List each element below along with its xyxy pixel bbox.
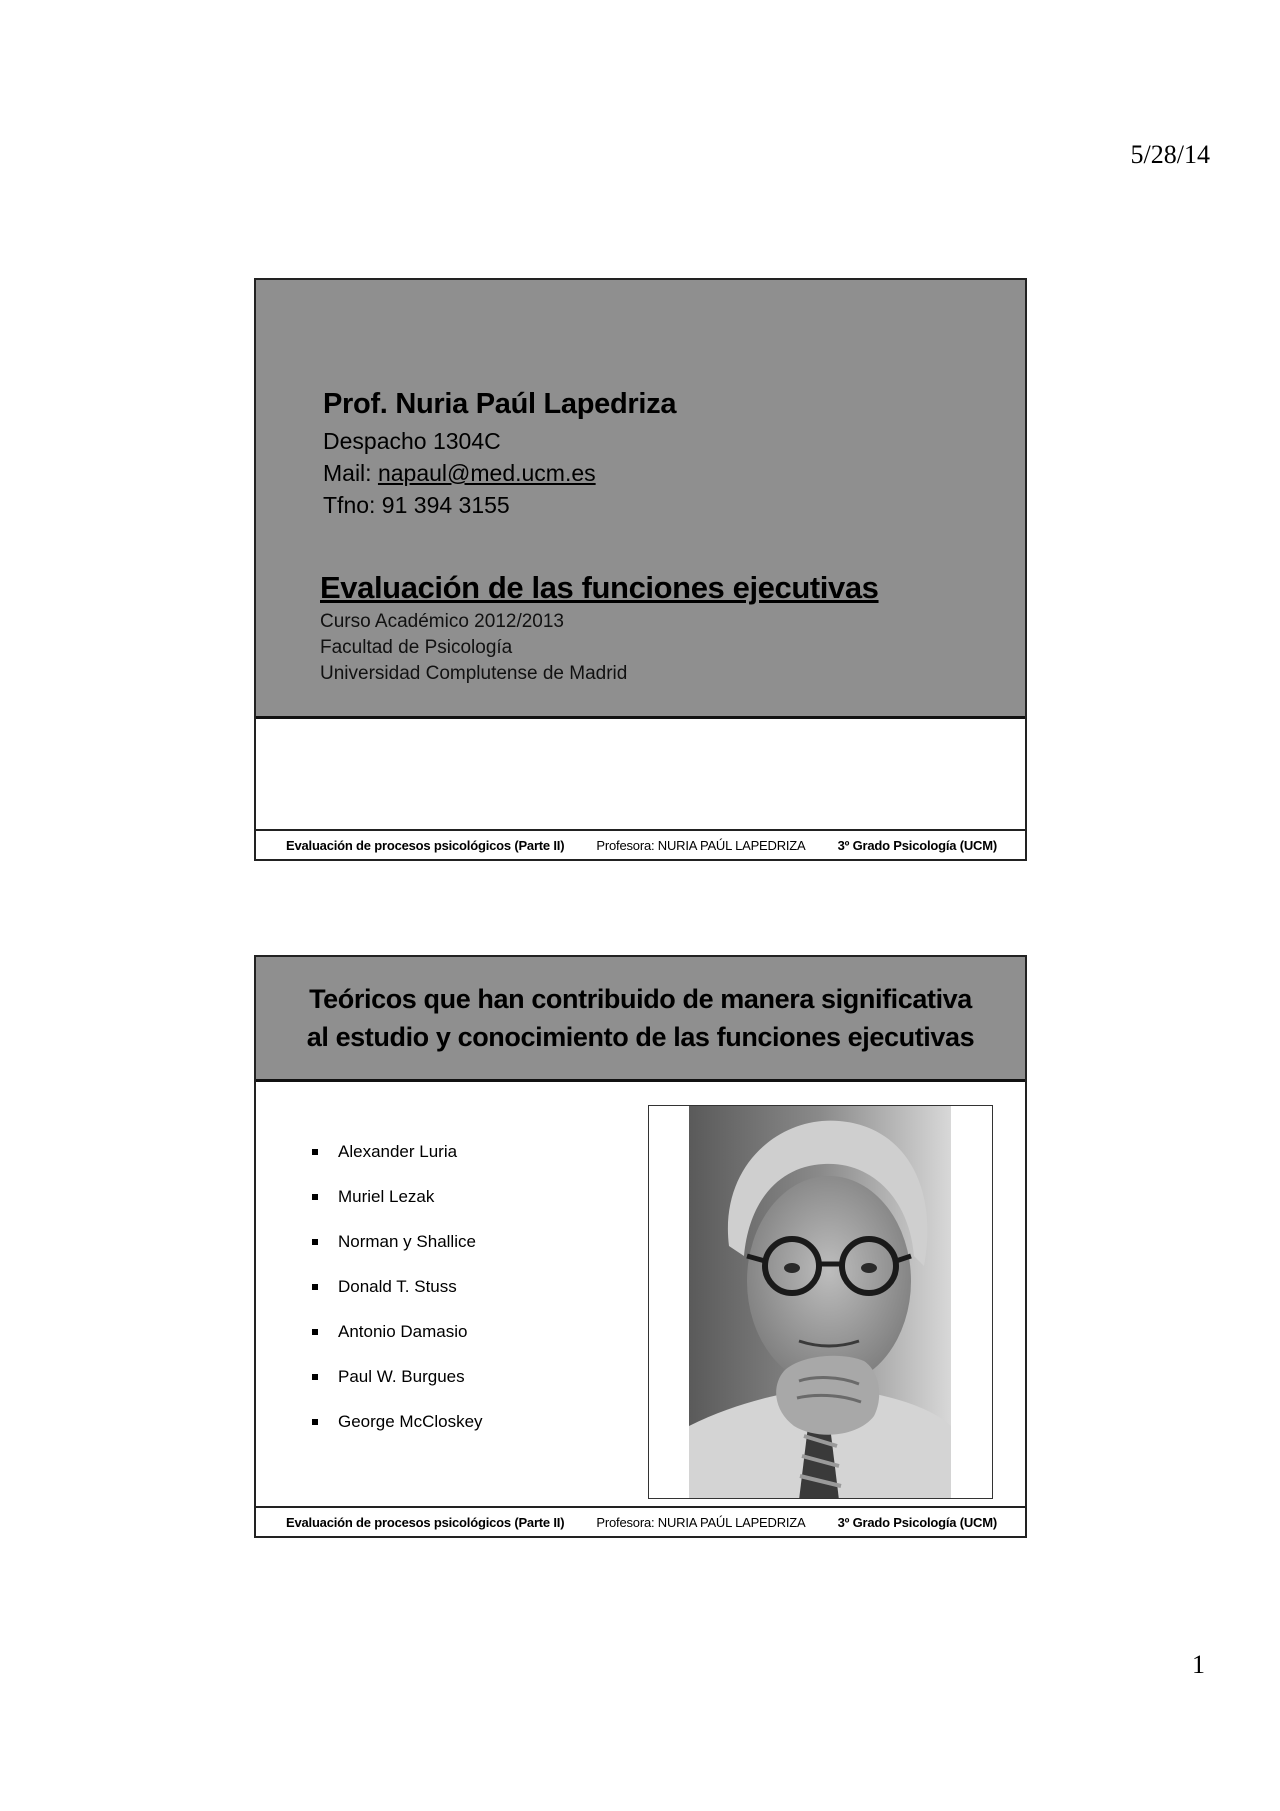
course-title: Evaluación de las funciones ejecutivas — [320, 570, 879, 605]
square-bullet-icon — [312, 1329, 318, 1335]
list-item: Alexander Luria — [312, 1142, 483, 1187]
list-item: George McCloskey — [312, 1412, 483, 1457]
page-date: 5/28/14 — [1130, 140, 1210, 169]
professor-name: Prof. Nuria Paúl Lapedriza — [323, 388, 677, 420]
slide-2-title-line-1: Teóricos que han contribuido de manera significativa — [309, 984, 972, 1014]
list-item: Norman y Shallice — [312, 1232, 483, 1277]
email-link[interactable]: napaul@med.ucm.es — [377, 460, 596, 486]
footer-degree: 3º Grado Psicología (UCM) — [837, 1514, 997, 1530]
mail-line — [323, 460, 596, 487]
office-number: Despacho 1304C — [323, 428, 501, 454]
slide-1 — [254, 278, 1027, 861]
slide-1-header-panel — [256, 280, 1025, 719]
footer-course: Evaluación de procesos psicológicos (Parte II) — [286, 837, 565, 853]
slide-2-title-line-2: al estudio y conocimiento de las funciones ejecutivas — [306, 1022, 975, 1052]
mail-label: Mail: — [323, 460, 378, 486]
square-bullet-icon — [312, 1194, 318, 1200]
square-bullet-icon — [312, 1374, 318, 1380]
slide-2-header-panel — [256, 957, 1025, 1082]
footer-professor: Profesora: NURIA PAÚL LAPEDRIZA — [596, 1514, 806, 1530]
square-bullet-icon — [312, 1284, 318, 1290]
list-item: Paul W. Burgues — [312, 1367, 483, 1412]
portrait-frame — [648, 1105, 993, 1499]
footer-degree: 3º Grado Psicología (UCM) — [837, 837, 997, 853]
square-bullet-icon — [312, 1239, 318, 1245]
footer-course: Evaluación de procesos psicológicos (Parte II) — [286, 1514, 565, 1530]
square-bullet-icon — [312, 1419, 318, 1425]
university: Universidad Complutense de Madrid — [320, 663, 628, 684]
square-bullet-icon — [312, 1149, 318, 1155]
portrait-photo-icon — [689, 1106, 951, 1499]
academic-year: Curso Académico 2012/2013 — [320, 611, 564, 632]
faculty: Facultad de Psicología — [320, 637, 513, 658]
list-item: Muriel Lezak — [312, 1187, 483, 1232]
list-item: Antonio Damasio — [312, 1322, 483, 1367]
slide-2 — [254, 955, 1027, 1538]
page-number: 1 — [1192, 1650, 1205, 1679]
theorist-list — [312, 1142, 483, 1457]
phone-number: Tfno: 91 394 3155 — [323, 492, 510, 518]
slide-footer — [256, 1506, 1025, 1536]
slide-2-title — [307, 980, 975, 1056]
slide-footer — [256, 829, 1025, 859]
list-item: Donald T. Stuss — [312, 1277, 483, 1322]
footer-professor: Profesora: NURIA PAÚL LAPEDRIZA — [596, 837, 806, 853]
